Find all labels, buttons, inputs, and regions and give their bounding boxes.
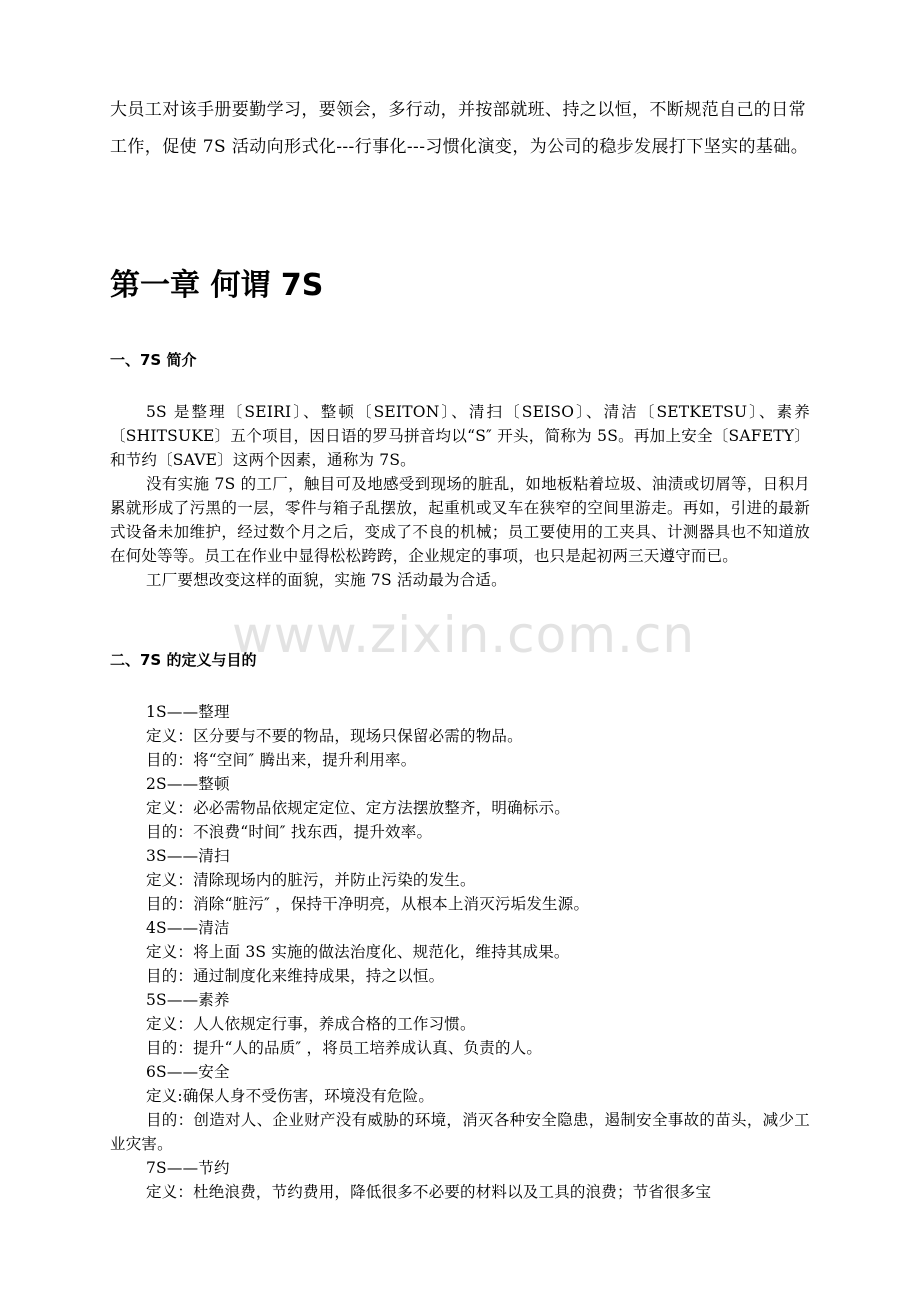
paragraph: 5S 是整理〔SEIRI〕、整顿〔SEITON〕、清扫〔SEISO〕、清洁〔SETKETSU〕、素养〔SHITSUKE〕五个项目，因日语的罗马拼音均以“S″ 开头，简称为 5S。再加上安全〔SAFETY〕和节约〔SAVE〕这两个因素，通称为 7S。 (110, 403, 810, 469)
item-definition-4s: 定义：将上面 3S 实施的做法治度化、规范化，维持其成果。 (146, 943, 570, 961)
item-title-4s: 4S——清洁 (146, 919, 230, 937)
item-definition-5s: 定义：人人依规定行事，养成合格的工作习惯。 (146, 1015, 476, 1033)
chapter-title: 第一章 何谓 7S (110, 268, 324, 303)
paragraph: 工厂要想改变这样的面貌，实施 7S 活动最为合适。 (146, 571, 507, 589)
item-definition-2s: 定义：必必需物品依规定定位、定方法摆放整齐，明确标示。 (146, 799, 570, 817)
intro-paragraph: 大员工对该手册要勤学习，要领会，多行动，并按部就班、持之以恒，不断规范自己的日常工作，促使 7S 活动向形式化---行事化---习惯化演变，为公司的稳步发展打下坚实的基础。 (110, 100, 809, 157)
item-purpose-3s: 目的：消除“脏污″ ，保持干净明亮，从根本上消灭污垢发生源。 (146, 895, 590, 913)
item-definition-1s: 定义：区分要与不要的物品，现场只保留必需的物品。 (146, 727, 523, 745)
item-purpose-5s: 目的：提升“人的品质″ ，将员工培养成认真、负责的人。 (146, 1039, 543, 1057)
item-title-6s: 6S——安全 (146, 1063, 230, 1081)
item-purpose-6s: 目的：创造对人、企业财产没有威胁的环境，消灭各种安全隐患，遏制安全事故的苗头，减少工业灾害。 (110, 1111, 810, 1153)
definition-list (110, 700, 810, 1204)
item-purpose-1s: 目的：将“空间″ 腾出来，提升利用率。 (146, 751, 417, 769)
item-title-7s: 7S——节约 (146, 1159, 230, 1177)
item-title-5s: 5S——素养 (146, 991, 230, 1009)
section-intro-body (110, 400, 810, 592)
watermark: www.zixin.com.cn (232, 606, 696, 664)
section-heading-intro: 一、7S 简介 (110, 351, 197, 369)
item-purpose-4s: 目的：通过制度化来维持成果，持之以恒。 (146, 967, 445, 985)
item-title-1s: 1S——整理 (146, 703, 230, 721)
section-heading-definitions: 二、7S 的定义与目的 (110, 651, 257, 669)
item-definition-3s: 定义：清除现场内的脏污，并防止污染的发生。 (146, 871, 476, 889)
item-definition-7s: 定义：杜绝浪费，节约费用，降低很多不必要的材料以及工具的浪费；节省很多宝 (146, 1183, 712, 1201)
item-purpose-2s: 目的：不浪费“时间″ 找东西，提升效率。 (146, 823, 433, 841)
paragraph: 没有实施 7S 的工厂，触目可及地感受到现场的脏乱，如地板粘着垃圾、油渍或切屑等，日积月累就形成了污黑的一层，零件与箱子乱摆放，起重机或叉车在狭窄的空间里游走。再如，引进的最新式设备未加维护，经过数个月之后，变成了不良的机械；员工要使用的工夹具、计测器具也不知道放在何处等等。员工在作业中显得松松跨跨，企业规定的事项，也只是起初两三天遵守而已。 (110, 475, 810, 565)
item-title-3s: 3S——清扫 (146, 847, 230, 865)
item-definition-6s: 定义:确保人身不受伤害，环境没有危险。 (146, 1087, 435, 1105)
item-title-2s: 2S——整顿 (146, 775, 230, 793)
